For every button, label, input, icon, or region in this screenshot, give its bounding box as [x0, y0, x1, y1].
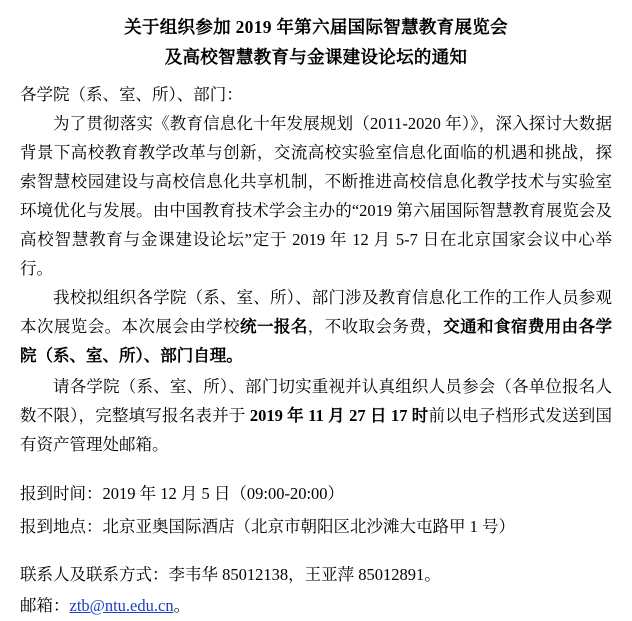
salutation: 各学院（系、室、所）、部门： [20, 85, 243, 104]
paragraph-2-bold-d: 交通和食宿费用由各学院（系、室、所）、部门自理。 [20, 317, 613, 365]
document-title [20, 12, 612, 72]
paragraph-1 [20, 109, 612, 283]
email-suffix: 。 [173, 596, 191, 615]
title-line-1: 关于组织参加 2019 年第六届国际智慧教育展览会 [124, 17, 508, 37]
title-line-2: 及高校智慧教育与金课建设论坛的通知 [164, 47, 468, 67]
paragraph-2 [20, 283, 612, 370]
contact-email-line [20, 590, 612, 621]
paragraph-3-text-a: 请各学院（系、室、所）、部门切实重视并认真组织人员参会（各单位报名人数不限），完整填写报名表并于 [20, 377, 612, 425]
paragraph-2-text-a: 我校拟组织各学院（系、室、所）、部门涉及教育信息化工作的工作人员参观本次展览会。本次展会由学校 [20, 288, 612, 336]
paragraph-3 [20, 372, 612, 459]
event-info [20, 477, 612, 543]
email-label: 邮箱： [20, 596, 70, 615]
document-body [20, 80, 612, 621]
paragraph-1-text: 为了贯彻落实《教育信息化十年发展规划（2011-2020 年）》，深入探讨大数据背景下高校教育教学改革与创新，交流高校实验室信息化面临的机遇和挑战，探索智慧校园建设与高校信息化共享机制，不断推进高校信息化教学技术与实验室环境优化与发展。由中国教育技术学会主办的“2019 第六届国际智慧教育展览会及高校智慧教育与金课建设论坛”定于 2019 年 12 月 5-7 日在北京国家会议中心举行。 [20, 114, 612, 278]
email-link[interactable]: ztb@ntu.edu.cn [69, 596, 174, 615]
report-time-line: 报到时间：2019 年 12 月 5 日（09:00-20:00） [20, 484, 345, 503]
paragraph-3-text-c: 前以电子档形式发送到国有资产管理处邮箱。 [20, 406, 613, 454]
contact-info [20, 559, 612, 621]
report-place-line: 报到地点：北京亚奥国际酒店（北京市朝阳区北沙滩大屯路甲 1 号） [20, 517, 515, 536]
paragraph-2-bold-b: 统一报名 [240, 317, 308, 336]
paragraph-3-bold-b: 2019 年 11 月 27 日 17 时 [249, 406, 429, 425]
paragraph-2-text-c: ，不收取会务费， [307, 317, 444, 336]
contact-person-line: 联系人及联系方式：李韦华 85012138，王亚萍 85012891。 [20, 565, 441, 584]
